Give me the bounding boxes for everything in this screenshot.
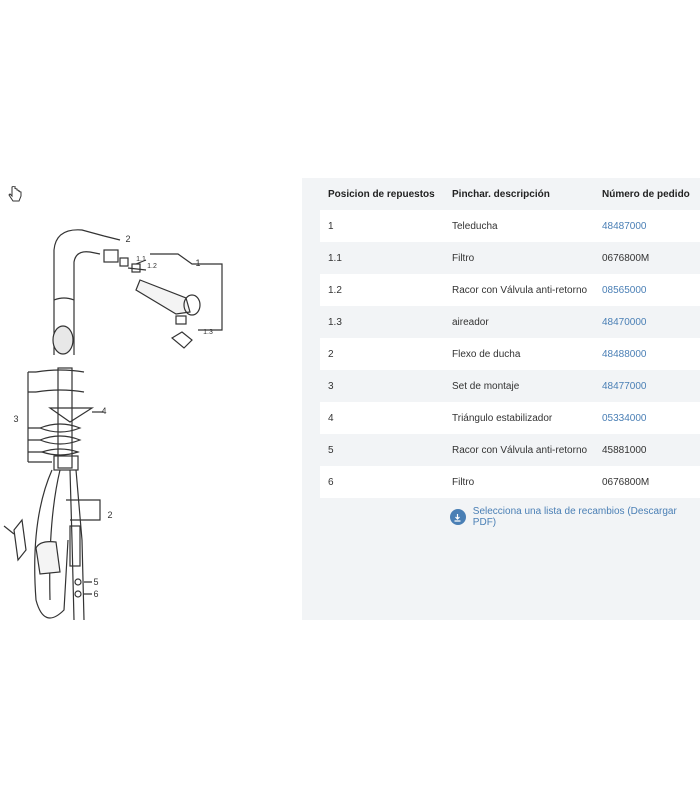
header-description: Pinchar. descripción (444, 178, 594, 210)
cell-position: 4 (320, 402, 444, 434)
callout-1-2: 1.2 (147, 263, 157, 270)
table-row (320, 434, 700, 466)
table-row (320, 306, 700, 338)
cell-order-number (594, 242, 700, 274)
cell-order-number[interactable] (594, 402, 700, 434)
table-row (320, 466, 700, 498)
callout-1-1: 1.1 (136, 256, 146, 263)
download-icon (450, 509, 466, 525)
callout-3: 3 (13, 414, 19, 424)
order-number-link[interactable]: 48470000 (602, 316, 647, 328)
cell-position: 1.2 (320, 274, 444, 306)
table-row (320, 210, 700, 242)
table-row (320, 370, 700, 402)
cell-position: 6 (320, 466, 444, 498)
cell-order-number (594, 466, 700, 498)
callout-1-3: 1.3 (203, 329, 213, 336)
cell-order-number (594, 434, 700, 466)
order-number-link[interactable]: 05334000 (602, 412, 647, 424)
exploded-parts-diagram (0, 0, 302, 800)
table-row (320, 274, 700, 306)
callout-6: 6 (93, 589, 99, 599)
cell-position: 2 (320, 338, 444, 370)
order-number-text: 45881000 (602, 444, 647, 456)
cell-order-number[interactable] (594, 274, 700, 306)
header-position: Posicion de repuestos (320, 178, 444, 210)
table-row (320, 338, 700, 370)
order-number-text: 0676800M (602, 252, 650, 264)
cell-position: 1 (320, 210, 444, 242)
table-row (320, 242, 700, 274)
download-pdf-link[interactable] (450, 506, 700, 528)
header-order-number: Número de pedido (594, 178, 700, 210)
callout-2-bottom: 2 (107, 510, 113, 520)
download-pdf-label: Selecciona una lista de recambios (Descargar PDF) (472, 506, 677, 528)
callout-2-top: 2 (125, 234, 131, 244)
table-header-row (320, 178, 700, 210)
cell-position: 1.3 (320, 306, 444, 338)
cell-order-number[interactable] (594, 210, 700, 242)
cell-position: 1.1 (320, 242, 444, 274)
order-number-link[interactable]: 08565000 (602, 284, 647, 296)
spare-parts-table (320, 178, 700, 498)
callout-1: 1 (195, 258, 201, 268)
order-number-text: 0676800M (602, 476, 650, 488)
order-number-link[interactable]: 48477000 (602, 380, 647, 392)
cell-description: aireador (444, 306, 594, 338)
cell-order-number[interactable] (594, 306, 700, 338)
cell-description: Flexo de ducha (444, 338, 594, 370)
cell-description: Filtro (444, 466, 594, 498)
order-number-link[interactable]: 48487000 (602, 220, 647, 232)
order-number-link[interactable]: 48488000 (602, 348, 647, 360)
cell-position: 3 (320, 370, 444, 402)
cell-description: Filtro (444, 242, 594, 274)
cell-description: Set de montaje (444, 370, 594, 402)
table-row (320, 402, 700, 434)
callout-5: 5 (93, 577, 99, 587)
cell-description: Racor con Válvula anti-retorno (444, 434, 594, 466)
cell-description: Triángulo estabilizador (444, 402, 594, 434)
cell-position: 5 (320, 434, 444, 466)
callout-4: 4 (101, 406, 107, 416)
cell-order-number[interactable] (594, 338, 700, 370)
cell-description: Racor con Válvula anti-retorno (444, 274, 594, 306)
cell-order-number[interactable] (594, 370, 700, 402)
cell-description: Teleducha (444, 210, 594, 242)
